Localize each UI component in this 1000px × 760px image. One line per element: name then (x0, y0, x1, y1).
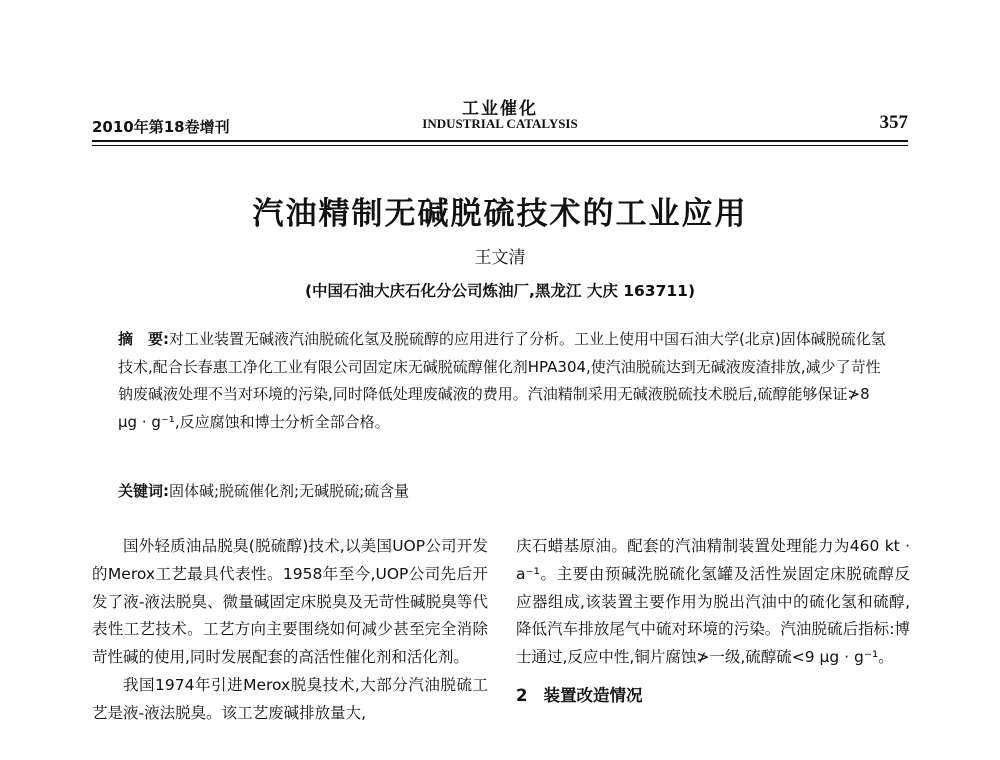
keywords-text: 固体碱;脱硫催化剂;无碱脱硫;硫含量 (169, 482, 410, 500)
section-title: 装置改造情况 (543, 685, 643, 705)
abstract-label: 摘 要: (118, 330, 169, 348)
page-number: 357 (879, 112, 908, 133)
keywords-label: 关键词: (118, 482, 169, 500)
body-column-left (92, 533, 488, 728)
header-rule-thick (92, 140, 908, 142)
paper-title: 汽油精制无碱脱硫技术的工业应用 (252, 196, 748, 232)
body-paragraph: 我国1974年引进Merox脱臭技术,大部分汽油脱硫工艺是液-液法脱臭。该工艺废碱排放量大, (92, 675, 488, 722)
journal-name-en: INDUSTRIAL CATALYSIS (422, 116, 578, 131)
journal-issue: 2010年第18卷增刊 (92, 118, 230, 136)
body-column-right (516, 533, 910, 710)
header-rule-thin (92, 145, 908, 146)
journal-name-cn: 工业催化 (462, 99, 538, 119)
paper-author: 王文清 (474, 248, 526, 268)
section-heading (516, 682, 910, 710)
paper-affiliation: (中国石油大庆石化分公司炼油厂,黑龙江 大庆 163711) (304, 282, 696, 300)
section-number: 2 (516, 685, 528, 705)
keywords (118, 480, 409, 501)
body-paragraph: 国外轻质油品脱臭(脱硫醇)技术,以美国UOP公司开发的Merox工艺最具代表性。1958年至今,UOP公司先后开发了液-液法脱臭、微量碱固定床脱臭及无苛性碱脱臭等代表性工艺技术。工艺方向主要围绕如何减少甚至完全消除苛性碱的使用,同时发展配套的高活性催化剂和活化剂。 (92, 537, 488, 667)
abstract (118, 326, 888, 436)
abstract-text: 对工业装置无碱液汽油脱硫化氢及脱硫醇的应用进行了分析。工业上使用中国石油大学(北京)固体碱脱硫化氢技术,配合长春惠工净化工业有限公司固定床无碱脱硫醇催化剂HPA304,使汽油脱硫达到无碱液废渣排放,减少了苛性钠废碱液处理不当对环境的污染,同时降低处理废碱液的费用。汽油精制采用无碱液脱硫技术脱后,硫醇能够保证≯8 μg · g⁻¹,反应腐蚀和博士分析全部合格。 (118, 330, 886, 431)
body-paragraph: 庆石蜡基原油。配套的汽油精制装置处理能力为460 kt · a⁻¹。主要由预碱洗脱硫化氢罐及活性炭固定床脱硫醇反应器组成,该装置主要作用为脱出汽油中的硫化氢和硫醇,降低汽车排放尾气中硫对环境的污染。汽油脱硫后指标:博士通过,反应中性,铜片腐蚀≯一级,硫醇硫<9 μg · g⁻¹。 (516, 537, 910, 667)
